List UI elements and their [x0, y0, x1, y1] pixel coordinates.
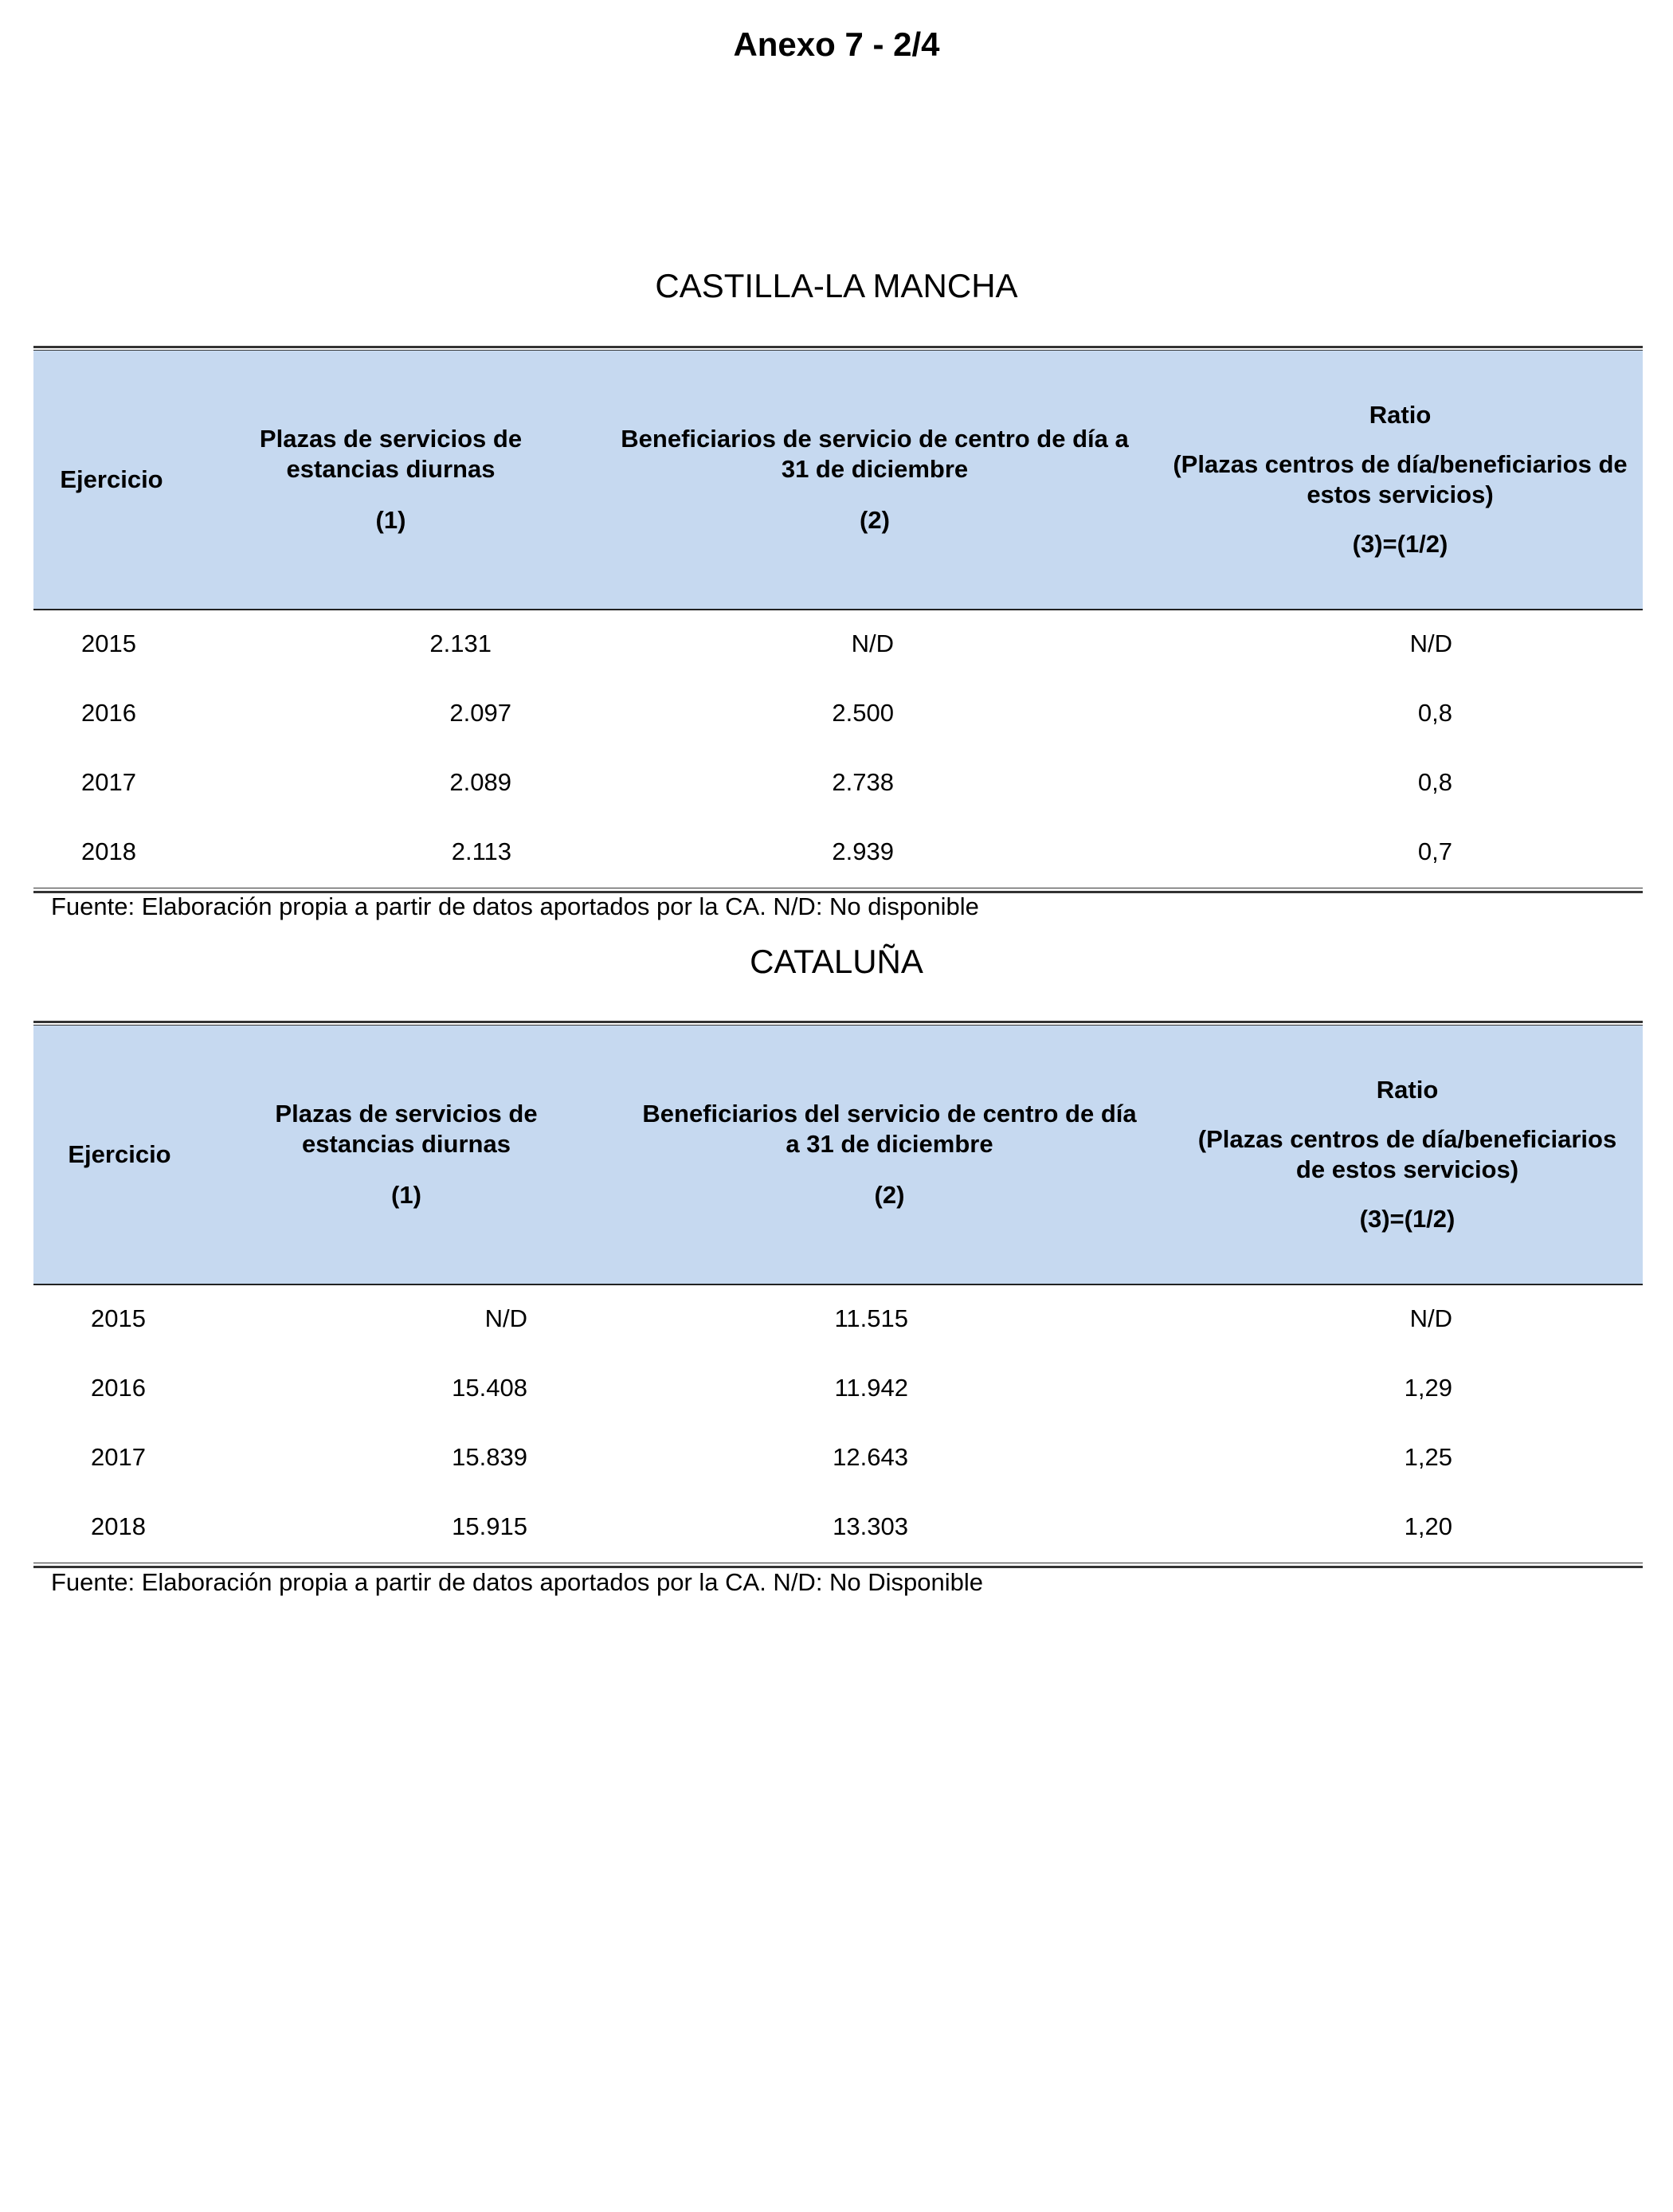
table-row	[33, 610, 1643, 680]
table-row	[33, 749, 1643, 818]
cell-ratio: 0,8	[1417, 768, 1452, 796]
table-castilla-la-mancha	[33, 346, 1643, 893]
table-row	[33, 1285, 1643, 1355]
cell-plazas: 2.089	[449, 768, 511, 796]
table-header	[33, 1026, 1643, 1285]
cell-beneficiarios: 13.303	[833, 1512, 908, 1540]
cell-ratio: 1,25	[1404, 1443, 1452, 1471]
source-note: Fuente: Elaboración propia a partir de datos aportados por la CA. N/D: No Disponible	[51, 1568, 984, 1596]
cell-ratio: 0,7	[1417, 837, 1452, 865]
cell-ratio: 1,20	[1404, 1512, 1452, 1540]
page-title: Anexo 7 - 2/4	[733, 25, 940, 63]
table-row	[33, 1355, 1643, 1424]
cell-beneficiarios: 2.500	[832, 699, 894, 727]
table-header	[33, 351, 1643, 610]
cell-beneficiarios: 2.738	[832, 768, 894, 796]
table-row	[33, 1493, 1643, 1563]
header-ejercicio: Ejercicio	[68, 1140, 171, 1168]
header-beneficiarios: Beneficiarios del servicio de centro de día a 31 de diciembre (2)	[642, 1100, 1137, 1209]
header-plazas: Plazas de servicios de estancias diurnas (1)	[259, 425, 523, 534]
cell-beneficiarios: 2.939	[832, 837, 894, 865]
section-title-castilla-la-mancha: CASTILLA-LA MANCHA	[655, 267, 1018, 304]
cell-year: 2016	[81, 699, 136, 727]
cell-beneficiarios: 11.942	[834, 1374, 908, 1402]
header-beneficiarios: Beneficiarios de servicio de centro de día a 31 de diciembre (2)	[621, 425, 1129, 534]
table-row	[33, 1424, 1643, 1493]
cell-year: 2018	[81, 837, 136, 865]
table-body	[33, 1285, 1643, 1563]
cell-plazas: N/D	[484, 1304, 527, 1332]
cell-beneficiarios: N/D	[851, 629, 894, 657]
header-ratio: Ratio (Plazas centros de día/beneficiarios de estos servicios) (3)=(1/2)	[1197, 1076, 1617, 1233]
cell-ratio: 0,8	[1417, 699, 1452, 727]
cell-year: 2017	[81, 768, 136, 796]
table-row	[33, 818, 1643, 888]
cell-year: 2017	[91, 1443, 146, 1471]
table-row	[33, 680, 1643, 749]
table-top-rule	[33, 346, 1643, 348]
cell-ratio: N/D	[1409, 1304, 1452, 1332]
cell-beneficiarios: 11.515	[834, 1304, 908, 1332]
cell-ratio: 1,29	[1404, 1374, 1452, 1402]
section-title-cataluna: CATALUÑA	[750, 943, 923, 980]
header-ratio: Ratio (Plazas centros de día/beneficiarios de estos servicios) (3)=(1/2)	[1173, 401, 1628, 558]
cell-plazas: 15.839	[452, 1443, 527, 1471]
cell-year: 2016	[91, 1374, 146, 1402]
cell-beneficiarios: 12.643	[833, 1443, 908, 1471]
cell-year: 2015	[91, 1304, 146, 1332]
cell-year: 2018	[91, 1512, 146, 1540]
cell-plazas: 2.097	[449, 699, 511, 727]
table-top-rule	[33, 1021, 1643, 1023]
table-cataluna	[33, 1021, 1643, 1568]
header-ejercicio: Ejercicio	[60, 465, 163, 493]
source-note: Fuente: Elaboración propia a partir de datos aportados por la CA. N/D: No disponible	[51, 892, 979, 920]
cell-plazas: 15.408	[452, 1374, 527, 1402]
table-body	[33, 610, 1643, 888]
cell-plazas: 2.131	[429, 629, 492, 657]
header-plazas: Plazas de servicios de estancias diurnas (1)	[275, 1100, 538, 1209]
cell-plazas: 2.113	[451, 837, 511, 865]
cell-plazas: 15.915	[452, 1512, 527, 1540]
cell-ratio: N/D	[1409, 629, 1452, 657]
cell-year: 2015	[81, 629, 136, 657]
